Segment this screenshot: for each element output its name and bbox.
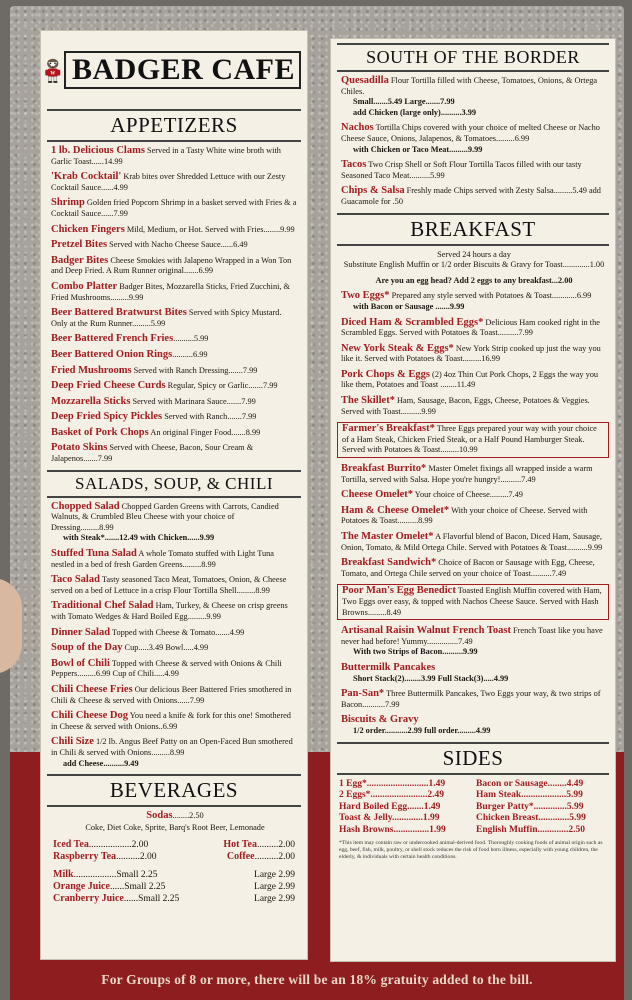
left-menu-panel: [40, 30, 308, 960]
side-item: 2 Eggs*........................2.49: [339, 790, 445, 801]
beverage-large-price: Large 2.99: [254, 870, 295, 881]
beverage-name: Hot Tea: [223, 839, 257, 851]
menu-item: [331, 663, 615, 684]
menu-item-name: Two Eggs*: [341, 290, 390, 302]
menu-item-desc: Our delicious Beer Battered Fries smothered in Chili & Cheese & served with Onions......7.99: [51, 684, 292, 705]
menu-item-desc: Two Crisp Shell or Soft Flour Tortilla Tacos filled with our tasty Seasoned Taco Meat..........5.99: [341, 160, 582, 180]
menu-item-option: with Steak*.......12.49 with Chicken......9.99: [63, 533, 215, 543]
beverage-price: ..........2.00: [116, 852, 157, 863]
menu-item-name: 1 lb. Delicious Clams: [51, 145, 145, 156]
menu-item-name: Shrimp: [51, 197, 85, 209]
menu-item: [41, 685, 307, 706]
menu-item: [41, 575, 307, 596]
side-item: Hash Browns...............1.99: [339, 824, 446, 835]
sodas-line: [41, 811, 307, 822]
beverage-name: Raspberry Tea: [53, 851, 117, 863]
menu-item-name: The Skillet*: [341, 395, 395, 407]
title-box: [64, 51, 301, 89]
menu-item-name: Taco Salad: [51, 574, 100, 586]
menu-item-name: Chips & Salsa: [341, 185, 405, 197]
sized-drinks: [41, 869, 307, 905]
menu-item-desc: Ham, Turkey, & Cheese on crisp greens with Tomato Wedges & Hard Boiled Egg.........9.99: [51, 601, 288, 621]
beverage-small-price: ......Small 2.25: [123, 894, 180, 905]
menu-item-name: Ham & Cheese Omelet*: [341, 504, 450, 516]
menu-item-desc: Tasty seasoned Taco Meat, Tomatoes, Onion, & Cheese served on a bed of Lettuce in a crisp Flour Tortilla Shell.........8.99: [51, 575, 287, 595]
breakfast-list: [331, 291, 615, 736]
menu-item: [331, 318, 615, 339]
menu-item-name: Badger Bites: [51, 254, 109, 266]
beverage-name: Milk: [53, 869, 74, 881]
menu-item-name: Cheese Omelet*: [341, 489, 414, 501]
menu-item: [41, 225, 307, 236]
side-item: 1 Egg*..........................1.49: [339, 778, 446, 789]
menu-item: [41, 643, 307, 654]
salads-heading: SALADS, SOUP, & CHILI: [47, 470, 301, 498]
menu-item-option: add Cheese..........9.49: [63, 758, 139, 768]
menu-item-desc: Regular, Spicy or Garlic.......7.99: [165, 381, 278, 391]
menu-item: [337, 584, 609, 620]
menu-item-desc: Served with Marinara Sauce.......7.99: [130, 396, 256, 406]
menu-item: [41, 240, 307, 251]
menu-item: [41, 502, 307, 544]
menu-item-name: Traditional Chef Salad: [51, 600, 154, 612]
menu-item-desc: Three Buttermilk Pancakes, Two Eggs your way, & two strips of Bacon...........7.99: [341, 689, 601, 709]
menu-item-desc: Served with Ranch Dressing.......7.99: [131, 365, 258, 375]
beverage-small-price: ......Small 2.25: [109, 882, 166, 893]
menu-item-name: Chili Size: [51, 736, 94, 748]
side-item: English Muffin.............2.50: [476, 824, 586, 835]
beverage-left: [53, 851, 156, 863]
south-heading: SOUTH OF THE BORDER: [337, 43, 609, 72]
beverage-large-price: Large 2.99: [254, 882, 295, 893]
menu-item: [331, 715, 615, 736]
side-item: Toast & Jelly.............1.99: [339, 813, 440, 824]
menu-item-name: Breakfast Sandwich*: [341, 557, 437, 569]
menu-item: [41, 397, 307, 408]
menu-item-desc: Chopped Garden Greens with Carrots, Candied Walnuts, & Crumbled Bleu Cheese with your choice of Dressing.........8.99: [51, 501, 279, 532]
menu-item: [41, 198, 307, 219]
sides-heading: SIDES: [337, 742, 609, 775]
beverage-small-price: ..................Small 2.25: [73, 870, 158, 881]
beverage-name: Orange Juice: [53, 881, 110, 893]
menu-item-desc: You need a knife & fork for this one! Smothered in Cheese & served with Onions..6.99: [51, 711, 291, 731]
menu-item-option: add Chicken (large only)..........3.99: [353, 107, 477, 117]
menu-item: [41, 282, 307, 303]
appetizers-list: [41, 146, 307, 465]
menu-item-desc: New York Strip cooked up just the way you like it. Served with Potatoes & Toast.........16.99: [341, 343, 601, 364]
menu-item-desc: Ham, Sausage, Bacon, Eggs, Cheese, Potatoes & Veggies. Served with Toast..........9.99: [341, 396, 590, 416]
menu-item-option: with Bacon or Sausage .......9.99: [353, 301, 465, 311]
menu-item-name: Pan-San*: [341, 688, 385, 700]
menu-item: [41, 366, 307, 377]
menu-item-desc: Served with Spicy Mustard. Only at the Rum Runner.........5.99: [51, 308, 282, 328]
breakfast-intro: Served 24 hours a day Substitute English Muffin or 1/2 order Biscuits & Gravy for Toast.............1.00: [343, 249, 605, 270]
menu-item-desc: Cup.....3.49 Bowl.....4.99: [122, 643, 209, 653]
menu-item-desc: Toasted English Muffin covered with Ham, Two Eggs over easy, & topped with Nachos Cheese Sauce. Served with Hash Browns.........8.49: [342, 586, 602, 617]
menu-item-option: 1/2 order...........2.99 full order.........4.99: [353, 725, 491, 735]
beverage-row: [41, 851, 307, 863]
menu-item-name: Nachos: [341, 122, 374, 134]
menu-item-name: The Master Omelet*: [341, 531, 434, 542]
sides-grid: [331, 779, 615, 837]
breakfast-heading: BREAKFAST: [337, 213, 609, 246]
svg-text:W: W: [50, 71, 56, 77]
menu-item-desc: Served in a Tasty White wine broth with Garlic Toast......14.99: [51, 146, 281, 166]
hot-drinks: [41, 839, 307, 863]
menu-item-desc: Cheese Smokies with Jalapeno Wrapped in a Won Ton and Deep Fried. A Rum Runner original.......6.99: [51, 255, 292, 276]
menu-item-name: Dinner Salad: [51, 626, 111, 638]
menu-item-name: Chopped Salad: [51, 500, 120, 512]
menu-item-desc: Served with Nacho Cheese Sauce......6.49: [107, 240, 248, 250]
menu-item-name: Buttermilk Pancakes: [341, 661, 436, 673]
menu-item: [41, 711, 307, 732]
menu-item-desc: ..........5.99: [173, 334, 209, 344]
beverage-name: Coffee: [226, 851, 255, 863]
menu-item: [331, 370, 615, 391]
menu-item: [331, 76, 615, 118]
menu-item: [331, 160, 615, 181]
menu-item: [41, 334, 307, 345]
menu-item-desc: Mild, Medium, or Hot. Served with Fries........9.99: [124, 224, 295, 234]
menu-item: [41, 412, 307, 423]
beverage-left: [53, 893, 179, 905]
menu-item-desc: Three Eggs prepared your way with your choice of a Ham Steak, Chicken Fried Steak, or a Half Pound Hamburger Steak. Served with Potatoes & Toast.........10.99: [342, 424, 597, 455]
menu-item-name: Artisanal Raisin Walnut French Toast: [341, 625, 511, 637]
menu-item-desc: Badger Bites, Mozzarella Sticks, Fried Zucchini, & Fried Mushrooms.........9.99: [51, 281, 291, 302]
menu-item: [331, 396, 615, 417]
beverage-left: [53, 881, 165, 893]
menu-item: [41, 737, 307, 769]
beverage-price: ..................2.00: [88, 840, 149, 851]
beverage-right: [227, 851, 295, 863]
menu-item-desc: Topped with Cheese & served with Onions & Chili Peppers.........6.99 Cup of Chili.....4.99: [51, 658, 282, 679]
menu-item-desc: An original Finger Food.......8.99: [148, 427, 261, 437]
menu-item: [331, 291, 615, 312]
menu-item-name: Pretzel Bites: [51, 239, 108, 251]
menu-item-desc: Prepared any style served with Potatoes & Toast............6.99: [389, 291, 592, 301]
menu-item-option: Short Stack(2)........3.99 Full Stack(3).....4.99: [353, 673, 509, 683]
side-item: Ham Steak...................5.99: [476, 790, 583, 801]
menu-item-desc: Golden fried Popcorn Shrimp in a basket served with Fries & a Cocktail Sauce......7.99: [51, 198, 297, 218]
menu-item: [41, 381, 307, 392]
menu-item-name: Mozzarella Sticks: [51, 395, 131, 407]
menu-item: [41, 308, 307, 329]
menu-item-name: Basket of Pork Chops: [51, 426, 149, 438]
menu-item-name: New York Steak & Eggs*: [341, 342, 454, 354]
menu-item-name: Diced Ham & Scrambled Eggs*: [341, 316, 484, 328]
menu-item-name: Beer Battered Bratwurst Bites: [51, 307, 187, 319]
egg-head-offer: Are you an egg head? Add 2 eggs to any breakfast...2.00: [375, 275, 573, 285]
menu-item-name: Tacos: [341, 159, 367, 171]
menu-item: [41, 172, 307, 193]
side-item: Hard Boiled Egg.......1.49: [339, 801, 441, 812]
beverage-size-row: [41, 881, 307, 893]
beverage-left: [53, 869, 157, 881]
menu-item-name: Beer Battered Onion Rings: [51, 348, 173, 360]
menu-item-name: Soup of the Day: [51, 642, 123, 654]
menu-item-name: Bowl of Chili: [51, 657, 110, 669]
sodas-price: ........2.50: [172, 811, 204, 821]
menu-item-desc: Master Omelet fixings all wrapped inside a warm Tortilla, served with Salsa. Hope you're hungry!..........7.49: [341, 464, 593, 484]
menu-item: [41, 443, 307, 464]
logo-row: [41, 31, 307, 105]
menu-item: [331, 506, 615, 527]
menu-item-desc: Served with Cheese, Bacon, Sour Cream & Jalapenos.......7.99: [51, 443, 254, 464]
menu-item: [331, 532, 615, 553]
menu-item-name: Chicken Fingers: [51, 223, 125, 235]
beverage-size-row: [41, 893, 307, 905]
menu-item-name: Pork Chops & Eggs: [341, 368, 430, 380]
menu-item: [41, 601, 307, 622]
menu-item-name: Farmer's Breakfast*: [342, 423, 435, 435]
menu-item-name: Biscuits & Gravy: [341, 714, 419, 726]
menu-item-desc: Delicious Ham cooked right in the Scrambled Eggs. Served with Potatoes & Toast..........7.99: [341, 317, 600, 338]
menu-item-desc: A whole Tomato stuffed with Light Tuna nestled in a bed of fresh Garden Greens.........8.99: [51, 549, 274, 569]
menu-item: [331, 186, 615, 207]
menu-item-name: Stuffed Tuna Salad: [51, 548, 137, 560]
menu-item-name: Chili Cheese Dog: [51, 710, 128, 722]
appetizers-heading: APPETIZERS: [47, 109, 301, 142]
menu-item: [331, 626, 615, 658]
menu-item-desc: (2) 4oz Thin Cut Pork Chops, 2 Eggs the way you like them, Potatoes and Toast ........11.49: [341, 369, 599, 390]
beverage-size-row: [41, 869, 307, 881]
menu-item-name: Breakfast Burrito*: [341, 463, 427, 475]
beverage-name: Iced Tea: [53, 839, 89, 851]
menu-item: [331, 464, 615, 485]
menu-item-name: Fried Mushrooms: [51, 364, 132, 376]
menu-item-desc: A Flavorful blend of Bacon, Diced Ham, Sausage, Onion, Tomato, & Mild Ortega Chile. Served with Potatoes & Toast..........9.99: [341, 532, 603, 552]
right-menu-panel: [330, 38, 616, 962]
menu-item-name: Beer Battered French Fries: [51, 333, 174, 345]
menu-item-desc: Choice of Bacon or Sausage with Egg, Cheese, Tomato, and Ortega Chile served on your choice of Toast..........7.49: [341, 558, 595, 578]
side-item: Bacon or Sausage........4.49: [476, 778, 584, 789]
menu-item-name: Potato Skins: [51, 442, 108, 454]
menu-item: [331, 689, 615, 710]
beverage-left: [53, 839, 148, 851]
raw-food-disclaimer: *This item may contain raw or undercooked animal-derived food. Thoroughly cooking foods of animal origin such as egg, beef, fish, milk, poultry, or shell stock reduces the risk of food born illness, especially with young children, the elderly, & individuals with certain health conditions.: [339, 840, 603, 860]
menu-item: [41, 428, 307, 439]
menu-item-option: with Chicken or Taco Meat.........9.99: [353, 144, 483, 154]
menu-item: [41, 549, 307, 570]
menu-item-desc: With your choice of Cheese. Served with Potatoes & Toast..........8.99: [341, 505, 588, 526]
menu-item: [41, 256, 307, 277]
menu-item-desc: 1/2 lb. Angus Beef Patty on an Open-Faced Bun smothered in Chili & served with Onions.........8.99: [51, 737, 293, 757]
beverage-row: [41, 839, 307, 851]
menu-item-name: Combo Platter: [51, 280, 118, 292]
salads-list: [41, 502, 307, 769]
beverage-price: ..........2.00: [254, 852, 295, 863]
menu-item-desc: Freshly made Chips served with Zesty Salsa.........5.49 add Guacamole for .50: [341, 186, 601, 206]
sodas-name: Sodas: [146, 810, 173, 822]
menu-item-desc: Topped with Cheese & Tomato.......4.99: [110, 627, 245, 637]
menu-item-option: With two Strips of Bacon..........9.99: [353, 647, 478, 657]
menu-item: [41, 350, 307, 361]
menu-item-desc: ..........6.99: [172, 349, 208, 359]
cafe-title: BADGER CAFE: [71, 53, 295, 86]
menu-item-name: 'Krab Cocktail': [51, 171, 122, 183]
beverage-large-price: Large 2.99: [254, 894, 295, 905]
menu-item: [337, 422, 609, 458]
menu-item: [41, 628, 307, 639]
menu-item-desc: French Toast like you have never had before! Yummy...............7.49: [341, 626, 603, 646]
menu-item-desc: Served with Ranch.......7.99: [162, 412, 257, 422]
menu-item-name: Deep Fried Cheese Curds: [51, 380, 166, 392]
menu-item: [41, 659, 307, 680]
beverage-price: .........2.00: [257, 840, 295, 851]
side-item: Chicken Breast.............5.99: [476, 813, 586, 824]
menu-item-desc: Your choice of Cheese.........7.49: [413, 490, 523, 500]
beverage-right: [223, 839, 295, 851]
menu-item-name: Quesadilla: [341, 75, 389, 86]
gratuity-notice: For Groups of 8 or more, there will be an 18% gratuity added to the bill.: [101, 972, 533, 987]
side-item: Burger Patty*..............5.99: [476, 801, 584, 812]
menu-item-option: Small.......5.49 Large.......7.99: [353, 97, 455, 107]
menu-item: [41, 146, 307, 167]
menu-item-desc: Tortilla Chips covered with your choice of melted Cheese or Nacho Cheese Sauce, Onions, Jalapenos, & Tomatoes.........6.99: [341, 123, 600, 143]
menu-item-desc: Krab bites over Shredded Lettuce with our Zesty Cocktail Sauce......4.99: [51, 172, 286, 192]
menu-item: [331, 558, 615, 579]
menu-item-name: Deep Fried Spicy Pickles: [51, 411, 163, 423]
sodas-list: Coke, Diet Coke, Sprite, Barq's Root Beer, Lemonade: [85, 822, 265, 832]
menu-item-name: Chili Cheese Fries: [51, 683, 133, 695]
south-list: [331, 76, 615, 208]
menu-item-name: Poor Man's Egg Benedict: [342, 585, 456, 597]
menu-item-desc: Flour Tortilla filled with Cheese, Tomatoes, Onions, & Ortega Chiles.: [341, 76, 598, 96]
menu-item: [331, 490, 615, 501]
beverages-heading: BEVERAGES: [47, 774, 301, 807]
badger-mascot-icon: [43, 35, 64, 105]
menu-item: [331, 344, 615, 365]
beverage-name: Cranberry Juice: [53, 893, 124, 905]
menu-item: [331, 123, 615, 155]
